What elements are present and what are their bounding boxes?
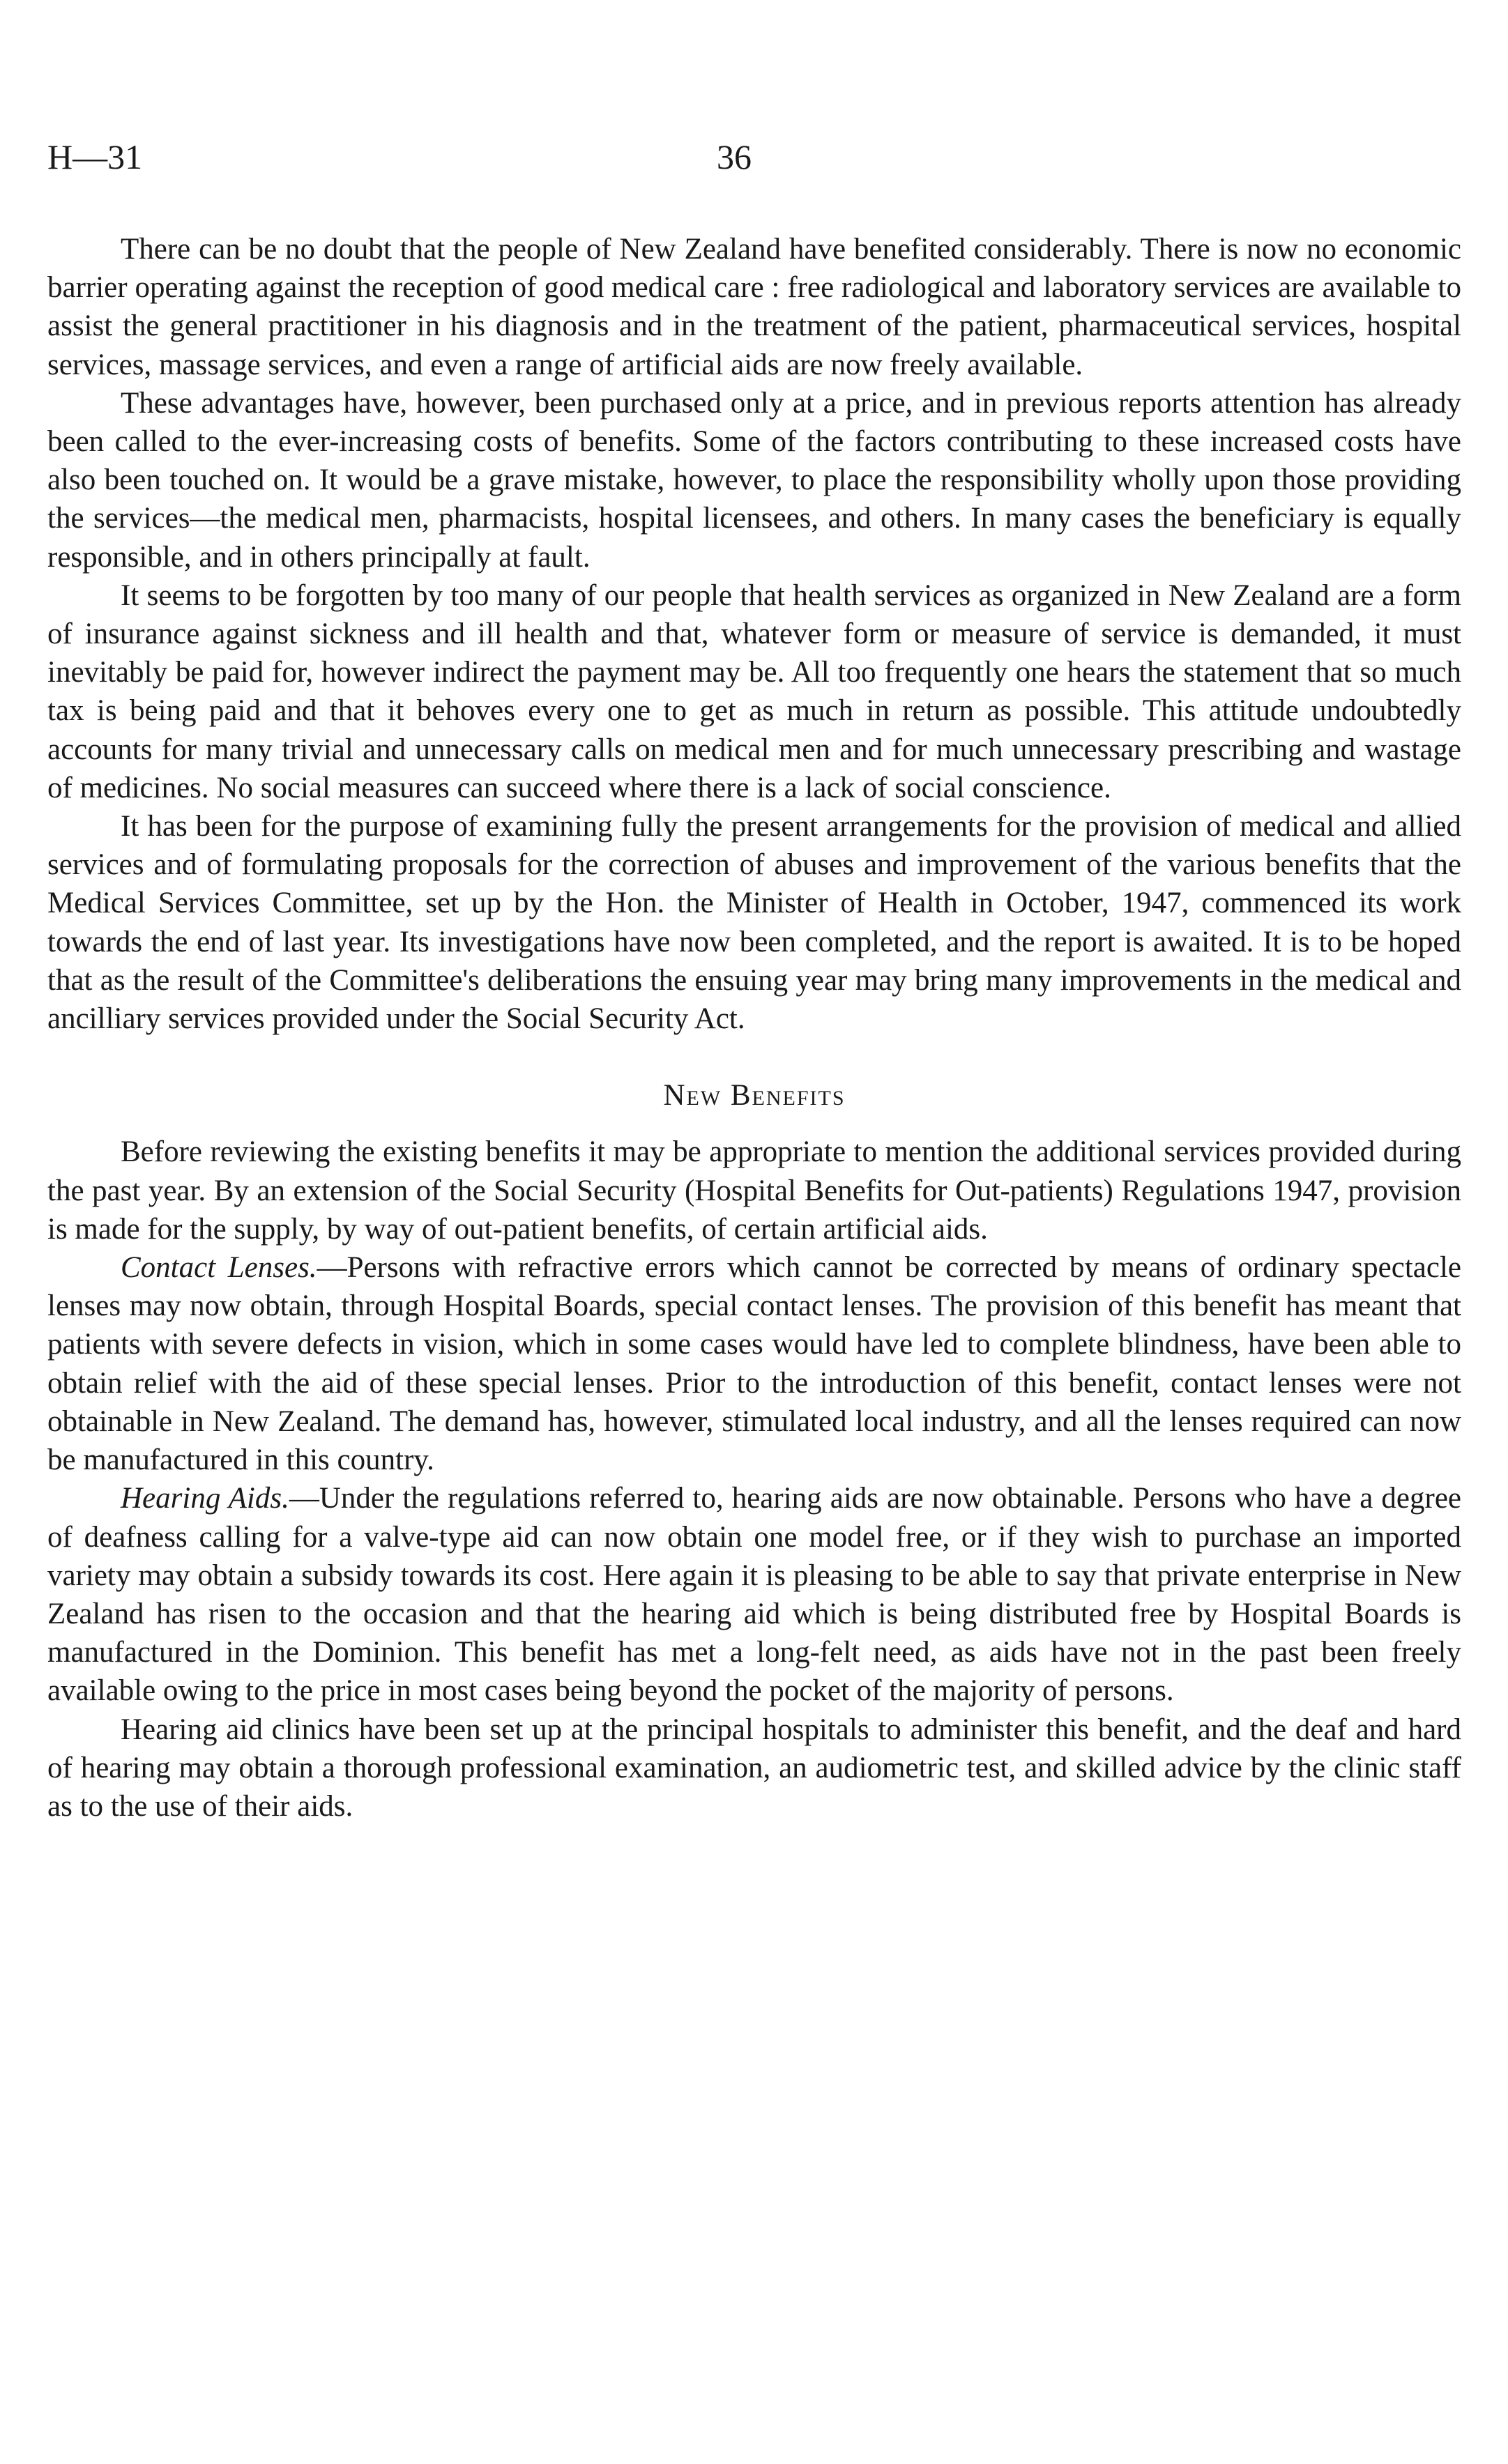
paragraph-contact-lenses [47, 1248, 1461, 1479]
document-body [47, 230, 1461, 1826]
page-number: 36 [717, 137, 752, 176]
paragraph-benefits-overview: There can be no doubt that the people of New Zealand have benefited considerably. There is now no economic barrier operating against the reception of good medical care : free radiological and laboratory services are available to assist the general practitioner in his diagnosis and in the treatment of the patient, pharmaceutical services, hospital services, massage services, and even a range of artificial aids are now freely available. [47, 233, 1461, 381]
hearing-aids-text: —Under the regulations referred to, hearing aids are now obtainable. Persons who have a degree of deafness calling for a valve-type aid can now obtain one model free, or if they wish to purchase an imported variety may obtain a subsidy towards its cost. Here again it is pleasing to be able to say that private enterprise in New Zealand has risen to the occasion and that the hearing aid which is being distributed free by Hospital Boards is manufactured in the Dominion. This benefit has met a long-felt need, as aids have not in the past been freely available owing to the price in most cases being beyond the pocket of the majority of persons. [47, 1482, 1461, 1708]
contact-lenses-text: —Persons with refractive errors which cannot be corrected by means of ordinary spectacle lenses may now obtain, through Hospital Boards, special contact lenses. The provision of this benefit has meant that patients with severe defects in vision, which in some cases would have led to complete blindness, have been able to obtain relief with the aid of these special lenses. Prior to the introduction of this benefit, contact lenses were not obtainable in New Zealand. The demand has, however, stimulated local industry, and all the lenses required can now be manufactured in this country. [47, 1251, 1461, 1477]
page-header [47, 137, 1461, 185]
subheading-contact-lenses: Contact Lenses. [121, 1251, 317, 1285]
paragraph-costs: These advantages have, however, been purchased only at a price, and in previous reports attention has already been called to the ever-increasing costs of benefits. Some of the factors contributing to these increased costs have also been touched on. It would be a grave mistake, however, to place the responsibility wholly upon those providing the services—the medical men, pharmacists, hospital licensees, and others. In many cases the beneficiary is equally responsible, and in others principally at fault. [47, 386, 1461, 574]
paragraph-hearing-aids [47, 1479, 1461, 1710]
subheading-hearing-aids: Hearing Aids. [121, 1482, 289, 1515]
document-reference: H—31 [47, 137, 143, 176]
paragraph-insurance: It seems to be forgotten by too many of our people that health services as organized in New Zealand are a form of insurance against sickness and ill health and that, whatever form or measure of service is demanded, it must inevitably be paid for, however indirect the payment may be. All too frequently one hears the statement that so much tax is being paid and that it behoves every one to get as much in return as possible. This attitude undoubtedly accounts for many trivial and unnecessary calls on medical men and for much unnecessary prescribing and wastage of medicines. No social measures can succeed where there is a lack of social conscience. [47, 579, 1461, 804]
paragraph-hearing-clinics: Hearing aid clinics have been set up at the principal hospitals to administer this benefit, and the deaf and hard of hearing may obtain a thorough professional examination, an audiometric test, and skilled advice by the clinic staff as to the use of their aids. [47, 1713, 1461, 1823]
section-heading-new-benefits: New Benefits [663, 1079, 846, 1112]
paragraph-committee: It has been for the purpose of examining fully the present arrangements for the provision of medical and allied services and of formulating proposals for the correction of abuses and improvement of the various benefits that the Medical Services Committee, set up by the Hon. the Minister of Health in October, 1947, commenced its work towards the end of last year. Its investigations have now been completed, and the report is awaited. It is to be hoped that as the result of the Committee's deliberations the ensuing year may bring many improvements in the medical and ancilliary services provided under the Social Security Act. [47, 810, 1461, 1036]
paragraph-new-benefits-intro: Before reviewing the existing benefits it may be appropriate to mention the additional services provided during the past year. By an extension of the Social Security (Hospital Benefits for Out-patients) Regulations 1947, provision is made for the supply, by way of out-patient benefits, of certain artificial aids. [47, 1135, 1461, 1246]
document-page [47, 0, 1461, 2464]
